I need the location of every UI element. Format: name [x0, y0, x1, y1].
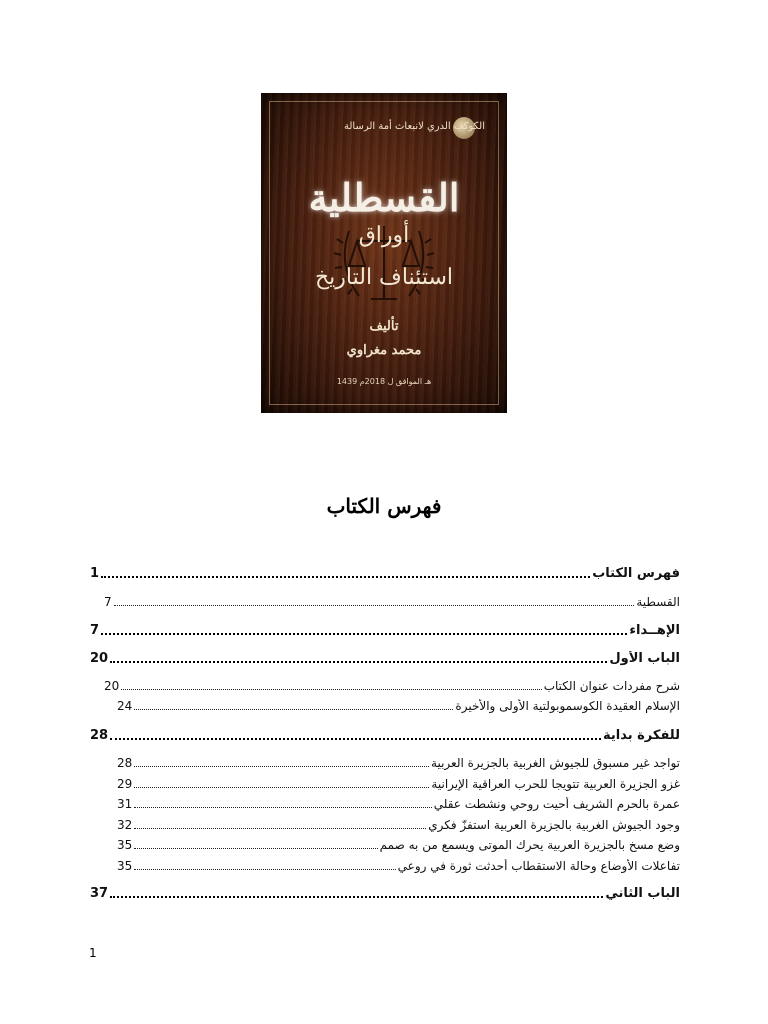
toc-entry-page: 31 [117, 797, 133, 811]
toc-dot-leader [134, 709, 453, 710]
toc-dot-leader [134, 848, 377, 849]
toc-dot-leader [101, 576, 590, 578]
toc-entry[interactable] [117, 777, 680, 791]
page-number: 1 [89, 946, 97, 960]
toc-entry[interactable] [117, 818, 680, 832]
toc-entry-title: عمرة بالحرم الشريف أحيت روحي ونشطت عقلي [433, 797, 680, 811]
toc-entry-title: غزو الجزيرة العربية تتويجا للحرب العراقية الإيرانية [431, 777, 680, 791]
cover-date: 1439 هـ الموافق ل 2018م [336, 377, 432, 386]
toc-entry-page: 32 [117, 818, 133, 832]
toc-entry[interactable] [117, 859, 680, 873]
toc-entry-title: فهرس الكتاب [592, 566, 680, 581]
toc-entry-title: تواجد غير مسبوق للجيوش الغربية بالجزيرة العربية [431, 756, 680, 770]
toc-entry-title: الباب الثاني [605, 886, 680, 901]
toc-entry-title: للفكرة بداية [602, 728, 680, 743]
cover-author-name: محمد مغراوي [346, 343, 422, 358]
toc-entry-page: 28 [90, 728, 109, 743]
toc-entry[interactable] [104, 595, 680, 609]
toc-entry-page: 24 [117, 699, 133, 713]
toc-dot-leader [134, 766, 429, 767]
toc-entry-title: تفاعلات الأوضاع وحالة الاستقطاب أحدثت ثورة في روعي [397, 859, 680, 873]
toc-dot-leader [114, 605, 635, 606]
toc-entry-title: الباب الأول [609, 651, 680, 666]
cover-main-title: القسطلية [308, 175, 460, 220]
toc-entry[interactable] [90, 728, 680, 743]
toc-dot-leader [134, 828, 426, 829]
toc-entry-page: 28 [117, 756, 133, 770]
toc-entry-page: 20 [90, 651, 109, 666]
toc-entry[interactable] [90, 886, 680, 901]
toc-entry-title: وجود الجيوش الغربية بالجزيرة العربية استفزّ فكري [428, 818, 680, 832]
toc-entry-page: 35 [117, 838, 133, 852]
toc-entry-title: الإسلام العقيدة الكوسموبولتية الأولى والأخيرة [455, 699, 680, 713]
toc-entry-page: 35 [117, 859, 133, 873]
toc-dot-leader [101, 633, 627, 635]
toc-entry[interactable] [117, 699, 680, 713]
toc-entry-title: الإهــداء [629, 623, 680, 638]
toc-entry[interactable] [90, 566, 680, 581]
toc-entry[interactable] [104, 679, 680, 693]
cover-author-label: تأليف [369, 319, 399, 334]
toc-dot-leader [110, 738, 601, 740]
toc-entry[interactable] [117, 838, 680, 852]
toc-dot-leader [134, 807, 431, 808]
toc-entry-title: شرح مفردات عنوان الكتاب [543, 679, 680, 693]
toc-entry-page: 37 [90, 886, 109, 901]
toc-entry-page: 29 [117, 777, 133, 791]
toc-dot-leader [110, 661, 607, 663]
toc-dot-leader [134, 787, 429, 788]
toc-entry-page: 7 [90, 623, 100, 638]
cover-subtitle-1: أوراق [358, 223, 410, 248]
cover-subtitle-2: استئناف التاريخ [314, 265, 454, 290]
toc-entry-page: 1 [90, 566, 100, 581]
toc-entry-title: القسطية [636, 595, 680, 609]
toc-dot-leader [134, 869, 395, 870]
toc-entry-title: وضع مسخ بالجزيرة العربية يحرك الموتى ويسمع من به صمم [379, 838, 680, 852]
toc-heading: فهرس الكتاب [326, 494, 442, 518]
toc-entry-page: 20 [104, 679, 120, 693]
toc-entry[interactable] [117, 756, 680, 770]
cover-publisher-line: الكوكب الدري لانبعاث أمة الرسالة [343, 121, 485, 132]
toc-entry[interactable] [90, 623, 680, 638]
toc-entry[interactable] [90, 651, 680, 666]
toc-entry-page: 7 [104, 595, 112, 609]
toc-dot-leader [121, 689, 541, 690]
toc-dot-leader [110, 896, 603, 898]
toc-entry[interactable] [117, 797, 680, 811]
